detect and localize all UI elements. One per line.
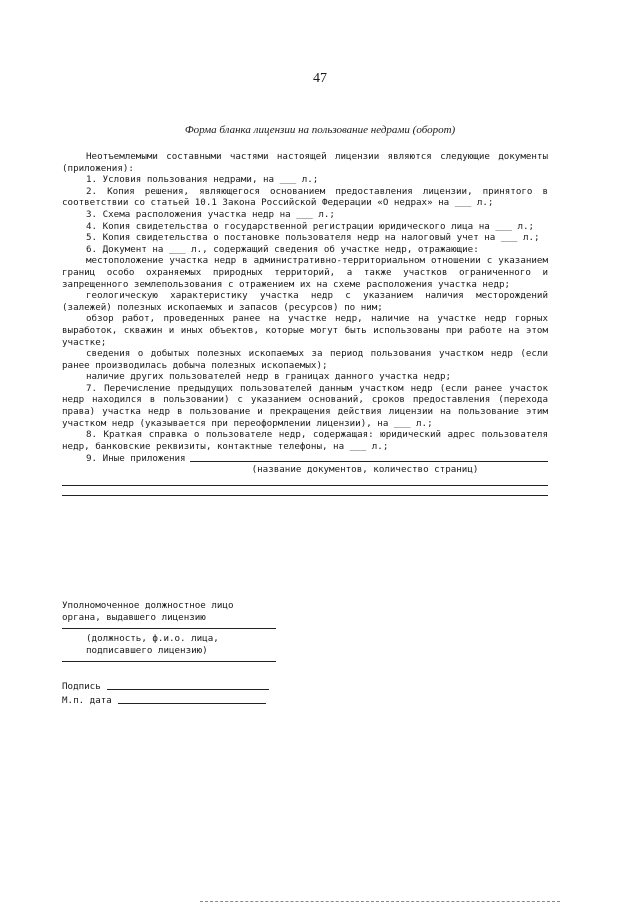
attachment-item-9: 9. Иные приложения (86, 452, 186, 464)
attachment-item-6: 6. Документ на ___ л., содержащий сведения об участке недр, отражающие: (86, 243, 479, 255)
item-9-fill-line (190, 452, 548, 462)
signature-block (62, 600, 292, 706)
attachment-item-1: 1. Условия пользования недрами, на ___ л.; (86, 174, 319, 186)
blank-line (62, 495, 548, 496)
blank-line (62, 485, 548, 486)
subitem-other-users: наличие других пользователей недр в границах данного участка недр; (86, 371, 452, 383)
form-title: Форма бланка лицензии на пользование недрами (оборот) (184, 124, 456, 136)
subitem-extraction: сведения о добытых полезных ископаемых за период пользования участком недр (если ранее производилась добыча полезных ископаемых); (62, 348, 548, 371)
page-number: 47 (313, 71, 327, 86)
intro-paragraph: Неотъемлемыми составными частями настоящей лицензии являются следующие документы (приложения): (62, 151, 548, 174)
signature-fill-line (107, 680, 269, 690)
signatory-line (62, 628, 276, 629)
attachment-item-8: 8. Краткая справка о пользователе недр, содержащая: юридический адрес пользователя недр, банковские реквизиты, контактные телефоны, на ___ л.; (62, 429, 548, 452)
attachment-item-7: 7. Перечисление предыдущих пользователей данным участком недр (если ранее участок недр находился в пользовании) с указанием оснований, сроков предоставления (перехода права) участка недр в пользование и прекращения действия лицензии на пользование этим участком недр (указывается при переоформлении лицензии), на ___ л.; (62, 382, 548, 429)
attachment-item-2: 2. Копия решения, являющегося основанием предоставления лицензии, принятого в соответствии со статьей 10.1 Закона Российской Федерации «О недрах» на ___ л.; (62, 185, 548, 209)
page-footer-line (200, 901, 560, 902)
attachment-item-9-row (62, 452, 548, 464)
signatory-caption-1: (должность, ф.и.о. лица, (86, 633, 219, 645)
subitem-location: местоположение участка недр в административно-территориальном отношении с указанием границ особо охраняемых природных территорий, а также участков ограниченного и запрещенного землепользования с отражением их на схеме расположения участка недр; (62, 255, 548, 290)
attachment-item-3: 3. Схема расположения участка недр на ___ л.; (86, 208, 335, 220)
attachment-item-5: 5. Копия свидетельства о постановке пользователя недр на налоговый учет на ___ л.; (86, 232, 540, 244)
stamp-date-label: М.п. дата (62, 694, 112, 706)
authority-label-1: Уполномоченное должностное лицо (62, 600, 234, 611)
signature-row (62, 680, 292, 692)
stamp-date-row (62, 694, 292, 706)
item-9-caption: (название документов, количество страниц) (251, 464, 479, 476)
document-body (62, 151, 548, 496)
date-fill-line (118, 694, 266, 704)
signatory-caption-2: подписавшего лицензию) (86, 644, 208, 656)
authority-label-2: органа, выдавшего лицензию (62, 611, 206, 623)
subitem-geology: геологическую характеристику участка недр с указанием наличия месторождений (залежей) полезных ископаемых и запасов (ресурсов) по ним; (62, 290, 548, 313)
signature-label: Подпись (62, 680, 101, 692)
signatory-line-2 (62, 661, 276, 662)
subitem-works-review: обзор работ, проведенных ранее на участке недр, наличие на участке недр горных выработок, скважин и иных объектов, которые могут быть использованы при работе на этом участке; (62, 313, 548, 348)
attachment-item-4: 4. Копия свидетельства о государственной регистрации юридического лица на ___ л.; (86, 220, 535, 232)
